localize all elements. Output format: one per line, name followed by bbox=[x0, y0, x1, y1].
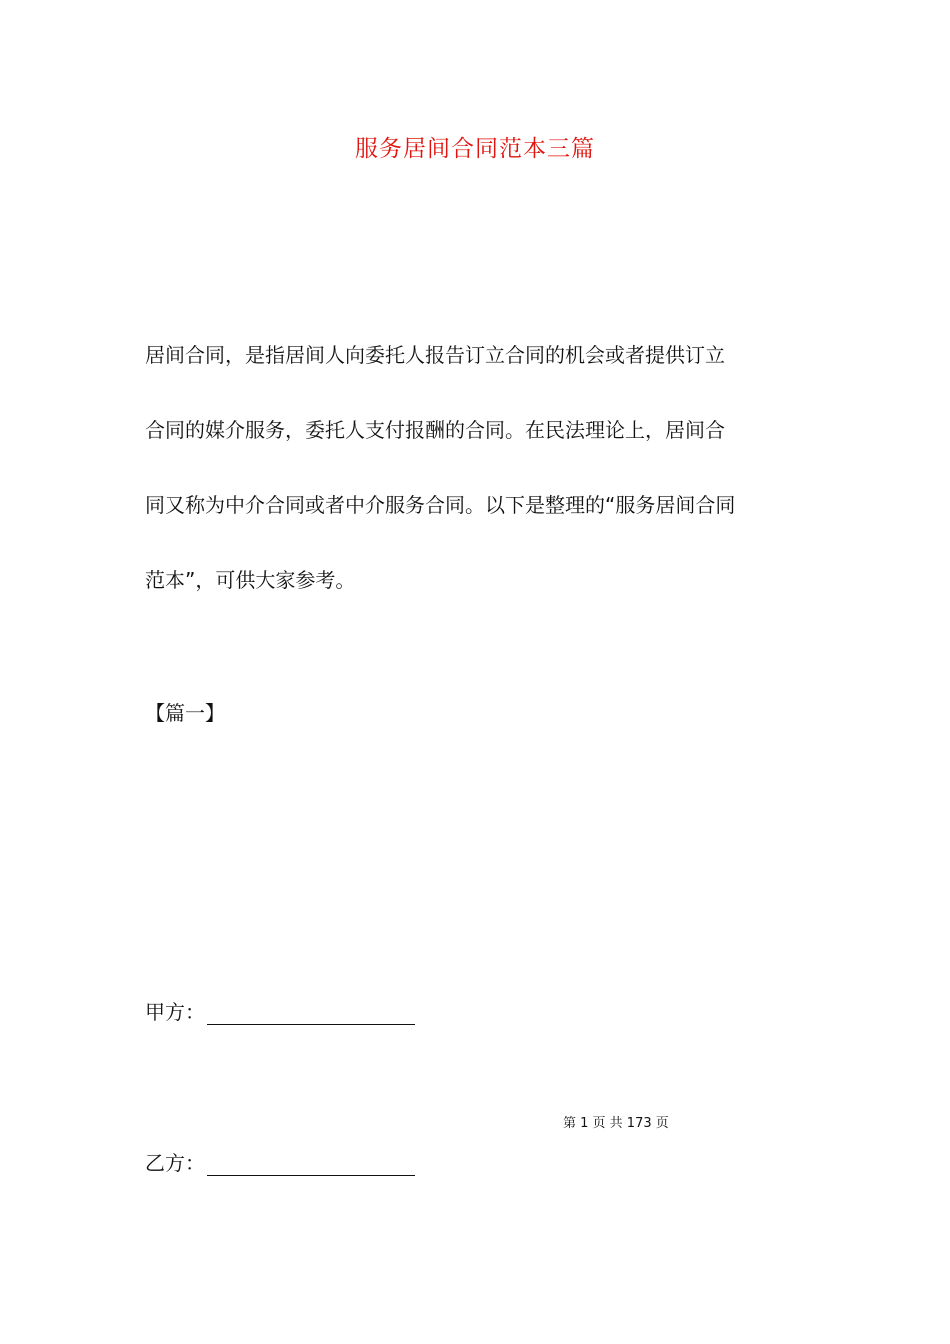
intro-paragraph bbox=[145, 318, 810, 618]
party-a-line bbox=[145, 995, 415, 1029]
party-b-line bbox=[145, 1146, 415, 1180]
intro-line: 合同的媒介服务，委托人支付报酬的合同。在民法理论上，居间合 bbox=[145, 418, 725, 442]
intro-line: 居间合同，是指居间人向委托人报告订立合同的机会或者提供订立 bbox=[145, 343, 725, 367]
page-number-footer: 第 1 页 共 173 页 bbox=[563, 1116, 669, 1131]
party-b-label: 乙方： bbox=[145, 1151, 205, 1175]
document-title: 服务居间合同范本三篇 bbox=[355, 136, 595, 162]
section-heading-part-one: 【篇一】 bbox=[145, 701, 225, 725]
party-a-blank bbox=[207, 998, 415, 1025]
party-a-label: 甲方： bbox=[145, 1000, 205, 1024]
party-b-blank bbox=[207, 1149, 415, 1176]
intro-line: 同又称为中介合同或者中介服务合同。以下是整理的“服务居间合同 bbox=[145, 493, 736, 517]
intro-line: 范本”，可供大家参考。 bbox=[145, 568, 356, 592]
